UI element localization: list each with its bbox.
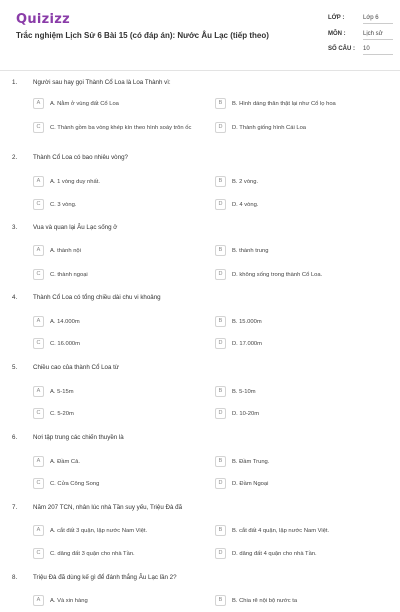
- option-text: A. Và xin hàng: [50, 598, 88, 604]
- question-7: [0, 504, 400, 574]
- option-letter: A: [33, 525, 44, 536]
- option-text: D. Thành giống hình Cái Loa: [232, 125, 307, 131]
- meta-class-value: Lớp 6: [363, 15, 393, 24]
- page-header: [0, 0, 400, 70]
- meta-subject-label: MÔN :: [328, 31, 346, 37]
- option-text: B. 5-10m: [232, 389, 256, 395]
- option-text: A. Đầm Cả.: [50, 459, 80, 465]
- option-b[interactable]: [215, 244, 385, 262]
- option-text: D. 10-20m: [232, 411, 260, 417]
- option-text: C. Thành gồm ba vòng khép kín theo hình soáy trôn ốc: [50, 125, 192, 131]
- option-text: C. 16.000m: [50, 341, 80, 347]
- option-text: B. 15.000m: [232, 319, 262, 325]
- option-a[interactable]: [33, 594, 203, 612]
- option-letter: D: [215, 338, 226, 349]
- option-d[interactable]: [215, 337, 385, 355]
- meta-count-label: SỐ CÂU :: [328, 46, 355, 52]
- question-text: Thành Cổ Loa có tổng chiều dài chu vi khoảng: [33, 294, 161, 301]
- option-text: A. cắt đất 3 quận, lập nước Nam Việt.: [50, 528, 148, 534]
- option-letter: A: [33, 245, 44, 256]
- option-letter: D: [215, 122, 226, 133]
- option-d[interactable]: [215, 268, 385, 286]
- option-text: A. 14.000m: [50, 319, 80, 325]
- option-letter: D: [215, 548, 226, 559]
- option-c[interactable]: [33, 477, 203, 495]
- option-text: B. Đầm Trung.: [232, 459, 270, 465]
- option-letter: A: [33, 176, 44, 187]
- question-6: [0, 434, 400, 504]
- option-letter: B: [215, 386, 226, 397]
- option-b[interactable]: [215, 594, 385, 612]
- option-a[interactable]: [33, 524, 203, 542]
- question-number: 8.: [12, 574, 18, 581]
- option-text: C. 3 vòng.: [50, 202, 77, 208]
- question-number: 6.: [12, 434, 18, 441]
- option-text: A. 1 vòng duy nhất.: [50, 179, 100, 185]
- meta-subject-value: Lịch sử: [363, 31, 393, 40]
- option-letter: C: [33, 122, 44, 133]
- question-number: 3.: [12, 224, 18, 231]
- question-number: 7.: [12, 504, 18, 511]
- option-a[interactable]: [33, 97, 203, 115]
- question-text: Năm 207 TCN, nhân lúc nhà Tần suy yếu, Triệu Đà đã: [33, 504, 183, 511]
- question-number: 2.: [12, 154, 18, 161]
- meta-class-label: LỚP :: [328, 15, 345, 21]
- question-text: Triệu Đà đã dùng kế gì để đánh thắng Âu Lạc lần 2?: [33, 574, 177, 581]
- option-a[interactable]: [33, 385, 203, 403]
- option-text: B. 2 vòng.: [232, 179, 259, 185]
- page-title: Trắc nghiệm Lịch Sử 6 Bài 15 (có đáp án): Nước Âu Lạc (tiếp theo): [16, 31, 269, 40]
- question-number: 5.: [12, 364, 18, 371]
- option-letter: B: [215, 98, 226, 109]
- option-letter: D: [215, 478, 226, 489]
- option-text: C. 5-20m: [50, 411, 74, 417]
- option-letter: B: [215, 316, 226, 327]
- option-letter: C: [33, 548, 44, 559]
- option-text: D. dâng đất 4 quận cho nhà Tần.: [232, 551, 317, 557]
- option-b[interactable]: [215, 97, 385, 115]
- question-4: [0, 294, 400, 364]
- question-8: [0, 574, 400, 604]
- option-text: D. Đầm Ngoại: [232, 481, 269, 487]
- option-c[interactable]: [33, 268, 203, 286]
- option-b[interactable]: [215, 385, 385, 403]
- option-d[interactable]: [215, 547, 385, 565]
- option-text: D. không sống trong thành Cổ Loa.: [232, 272, 323, 278]
- question-1: [0, 79, 400, 149]
- option-b[interactable]: [215, 315, 385, 333]
- option-c[interactable]: [33, 121, 203, 139]
- option-text: A. 5-15m: [50, 389, 74, 395]
- option-d[interactable]: [215, 121, 385, 139]
- option-text: B. thành trung: [232, 248, 269, 254]
- question-number: 1.: [12, 79, 18, 86]
- option-text: D. 4 vòng.: [232, 202, 259, 208]
- option-letter: C: [33, 199, 44, 210]
- option-text: B. Chia rẽ nội bộ nước ta: [232, 598, 298, 604]
- question-3: [0, 224, 400, 294]
- option-text: C. dâng đất 3 quận cho nhà Tần.: [50, 551, 135, 557]
- option-letter: B: [215, 245, 226, 256]
- option-b[interactable]: [215, 175, 385, 193]
- question-2: [0, 154, 400, 224]
- option-text: C. Cửa Công Song: [50, 481, 100, 487]
- question-text: Vua và quan lại Âu Lạc sống ở: [33, 224, 118, 231]
- option-a[interactable]: [33, 244, 203, 262]
- option-letter: B: [215, 456, 226, 467]
- option-a[interactable]: [33, 315, 203, 333]
- option-d[interactable]: [215, 407, 385, 425]
- option-b[interactable]: [215, 524, 385, 542]
- quizizz-logo: Quizizz: [16, 12, 71, 27]
- option-a[interactable]: [33, 455, 203, 473]
- option-letter: D: [215, 408, 226, 419]
- option-d[interactable]: [215, 477, 385, 495]
- option-letter: C: [33, 338, 44, 349]
- question-text: Người sau hay gọi Thành Cổ Loa là Loa Thành vì:: [33, 79, 171, 86]
- meta-count-value: 10: [363, 46, 393, 55]
- option-text: A. Nằm ở vùng đất Cổ Loa: [50, 101, 119, 107]
- option-letter: C: [33, 408, 44, 419]
- option-letter: A: [33, 595, 44, 606]
- option-c[interactable]: [33, 337, 203, 355]
- question-text: Thành Cổ Loa có bao nhiêu vòng?: [33, 154, 128, 161]
- option-letter: A: [33, 98, 44, 109]
- option-c[interactable]: [33, 407, 203, 425]
- option-letter: C: [33, 269, 44, 280]
- option-text: C. thành ngoại: [50, 272, 88, 278]
- option-a[interactable]: [33, 175, 203, 193]
- option-d[interactable]: [215, 198, 385, 216]
- question-number: 4.: [12, 294, 18, 301]
- option-letter: D: [215, 269, 226, 280]
- option-letter: A: [33, 456, 44, 467]
- option-letter: A: [33, 316, 44, 327]
- option-letter: B: [215, 176, 226, 187]
- question-5: [0, 364, 400, 434]
- option-c[interactable]: [33, 198, 203, 216]
- option-letter: C: [33, 478, 44, 489]
- option-letter: B: [215, 525, 226, 536]
- option-c[interactable]: [33, 547, 203, 565]
- option-b[interactable]: [215, 455, 385, 473]
- question-text: Chiều cao của thành Cổ Loa từ: [33, 364, 120, 371]
- option-letter: B: [215, 595, 226, 606]
- question-text: Nơi tập trung các chiến thuyền là: [33, 434, 124, 441]
- option-letter: A: [33, 386, 44, 397]
- option-letter: D: [215, 199, 226, 210]
- option-text: A. thành nội: [50, 248, 81, 254]
- option-text: B. cắt đất 4 quận, lập nước Nam Việt.: [232, 528, 330, 534]
- option-text: B. Hình dáng thân thật lại như Cổ lọ hoa: [232, 101, 336, 107]
- option-text: D. 17.000m: [232, 341, 262, 347]
- header-divider: [0, 70, 400, 71]
